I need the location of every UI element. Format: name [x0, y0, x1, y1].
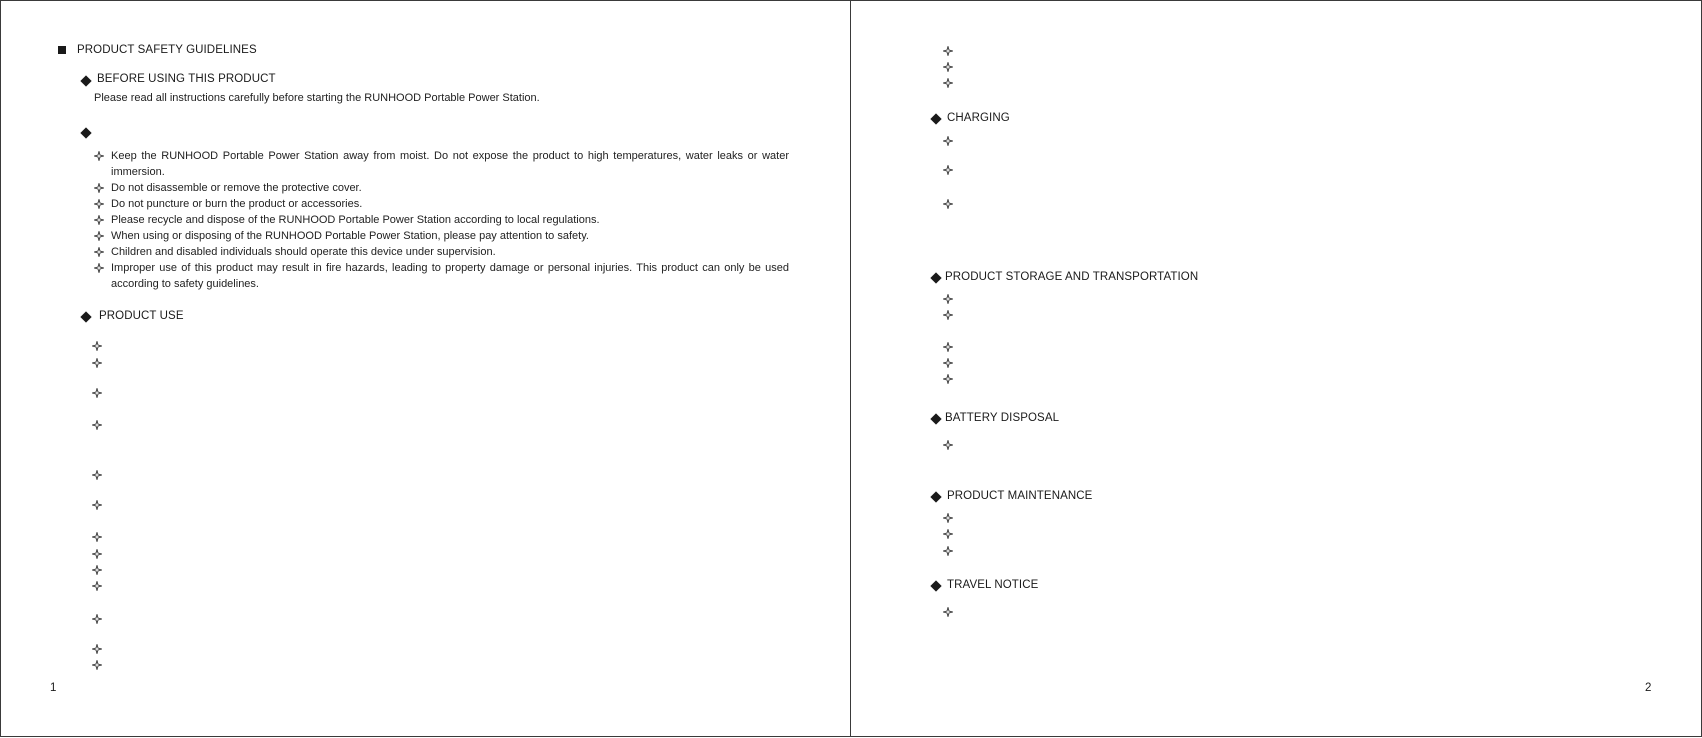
before-using-text: Please read all instructions carefully before starting the RUNHOOD Portable Power Station.	[94, 92, 540, 104]
diamond-bullet-icon	[930, 272, 941, 283]
diamond-bullet-icon	[80, 127, 91, 138]
four-point-star-bullet-icon	[92, 549, 102, 559]
four-point-star-bullet-icon	[943, 294, 953, 304]
four-point-star-bullet-icon	[92, 358, 102, 368]
four-point-star-bullet-icon	[92, 470, 102, 480]
page-number: 1	[50, 682, 57, 694]
diamond-bullet-icon	[930, 413, 941, 424]
right-page	[850, 0, 1702, 737]
travel-notice-heading: TRAVEL NOTICE	[947, 579, 1039, 591]
four-point-star-bullet-icon	[943, 199, 953, 209]
four-point-star-bullet-icon	[94, 231, 104, 241]
four-point-star-bullet-icon	[92, 614, 102, 624]
diamond-bullet-icon	[930, 491, 941, 502]
diamond-bullet-icon	[930, 580, 941, 591]
four-point-star-bullet-icon	[943, 342, 953, 352]
charging-heading: CHARGING	[947, 112, 1010, 124]
before-using-heading: BEFORE USING THIS PRODUCT	[97, 73, 276, 85]
four-point-star-bullet-icon	[943, 513, 953, 523]
four-point-star-bullet-icon	[943, 310, 953, 320]
diamond-bullet-icon	[930, 113, 941, 124]
square-bullet-icon	[58, 46, 66, 54]
four-point-star-bullet-icon	[94, 183, 104, 193]
page-number: 2	[1645, 682, 1652, 694]
four-point-star-bullet-icon	[92, 644, 102, 654]
main-heading: PRODUCT SAFETY GUIDELINES	[77, 44, 257, 56]
four-point-star-bullet-icon	[943, 440, 953, 450]
storage-heading: PRODUCT STORAGE AND TRANSPORTATION	[945, 271, 1199, 283]
diamond-bullet-icon	[80, 75, 91, 86]
four-point-star-bullet-icon	[92, 660, 102, 670]
four-point-star-bullet-icon	[92, 565, 102, 575]
four-point-star-bullet-icon	[943, 358, 953, 368]
four-point-star-bullet-icon	[92, 532, 102, 542]
safety-item: Do not disassemble or remove the protective cover.	[111, 182, 362, 194]
four-point-star-bullet-icon	[92, 388, 102, 398]
left-page	[0, 0, 851, 737]
four-point-star-bullet-icon	[943, 62, 953, 72]
safety-item: Please recycle and dispose of the RUNHOOD Portable Power Station according to local regulations.	[111, 214, 600, 226]
safety-item: Keep the RUNHOOD Portable Power Station away from moist. Do not expose the product to high temperatures, water leaks or water immersion.	[111, 150, 789, 178]
four-point-star-bullet-icon	[943, 374, 953, 384]
four-point-star-bullet-icon	[94, 215, 104, 225]
four-point-star-bullet-icon	[92, 500, 102, 510]
four-point-star-bullet-icon	[94, 247, 104, 257]
four-point-star-bullet-icon	[94, 199, 104, 209]
four-point-star-bullet-icon	[94, 151, 104, 161]
four-point-star-bullet-icon	[92, 581, 102, 591]
maintenance-heading: PRODUCT MAINTENANCE	[947, 490, 1093, 502]
four-point-star-bullet-icon	[943, 529, 953, 539]
product-use-heading: PRODUCT USE	[99, 310, 184, 322]
diamond-bullet-icon	[80, 311, 91, 322]
four-point-star-bullet-icon	[92, 341, 102, 351]
safety-item: When using or disposing of the RUNHOOD Portable Power Station, please pay attention to safety.	[111, 230, 589, 242]
four-point-star-bullet-icon	[943, 546, 953, 556]
four-point-star-bullet-icon	[943, 46, 953, 56]
four-point-star-bullet-icon	[943, 78, 953, 88]
four-point-star-bullet-icon	[92, 420, 102, 430]
four-point-star-bullet-icon	[943, 165, 953, 175]
battery-disposal-heading: BATTERY DISPOSAL	[945, 412, 1060, 424]
four-point-star-bullet-icon	[943, 136, 953, 146]
four-point-star-bullet-icon	[94, 263, 104, 273]
safety-item: Do not puncture or burn the product or accessories.	[111, 198, 363, 210]
safety-item: Children and disabled individuals should operate this device under supervision.	[111, 246, 496, 258]
safety-item: Improper use of this product may result in fire hazards, leading to property damage or personal injuries. This product can only be used according to safety guidelines.	[111, 262, 789, 290]
four-point-star-bullet-icon	[943, 607, 953, 617]
